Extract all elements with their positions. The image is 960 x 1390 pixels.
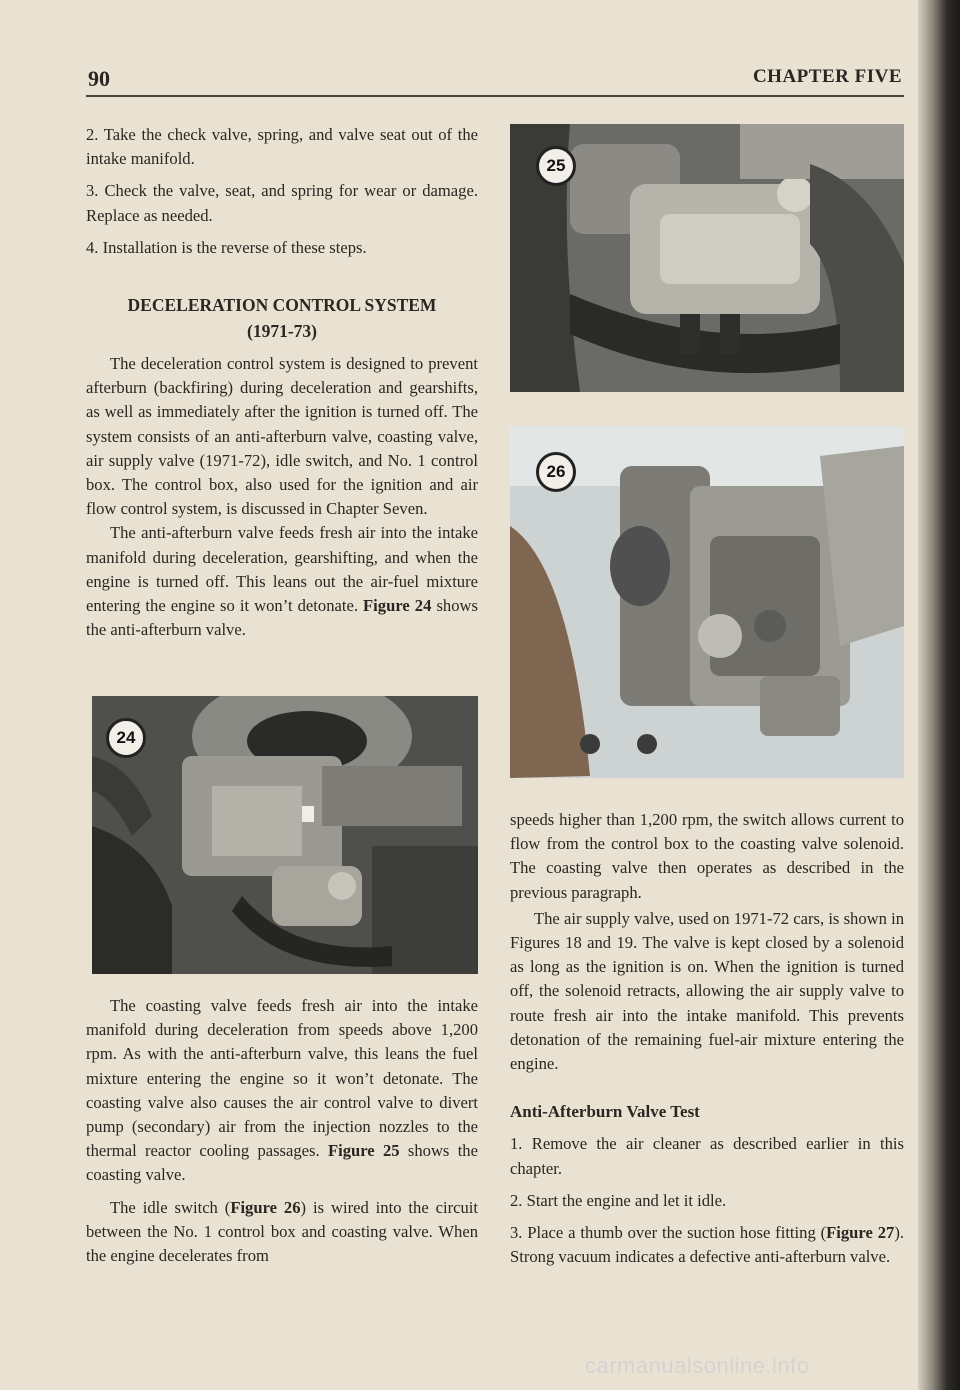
figure-25-badge: 25 xyxy=(536,146,576,186)
figure-24-photo xyxy=(92,696,478,974)
figure-26-photo xyxy=(510,426,904,778)
chapter-title: CHAPTER FIVE xyxy=(752,66,902,87)
anti-afterburn-test-heading: Anti-Afterburn Valve Test xyxy=(510,1102,700,1122)
header-divider xyxy=(86,95,904,97)
figure-26-reference: Figure 26 xyxy=(230,1197,301,1217)
figure-26-badge: 26 xyxy=(536,452,576,492)
figure-27-reference: Figure 27 xyxy=(826,1223,895,1243)
removal-step-3: 3. Check the valve, seat, and spring for wear or damage. Replace as needed. xyxy=(86,181,478,225)
section-title: DECELERATION CONTROL SYSTEM (1971-73) xyxy=(127,295,437,342)
idle-switch-continued: speeds higher than 1,200 rpm, the switch allows current to flow from the control box to the coasting valve solenoid. The coasting valve then operates as described in the previous paragraph. xyxy=(510,810,904,902)
book-binding-shadow xyxy=(918,0,960,1390)
intro-paragraph: The deceleration control system is designed to prevent afterburn (backfiring) during deceleration and gearshifts, as well as immediately after the ignition is turned off. The system consists of an anti-afterburn valve, coasting valve, air supply valve (1971-72), idle switch, and No. 1 control box. The control box, also used for the ignition and air flow control system, is discussed in Chapter Seven. xyxy=(86,354,478,519)
page-number: 90 xyxy=(88,66,110,91)
right-column xyxy=(510,808,904,1269)
engine-bay-illustration xyxy=(92,696,478,974)
coasting-valve-paragraph: The coasting valve feeds fresh air into the intake manifold during deceleration from speeds above 1,200 rpm. As with the anti-afterburn valve, this leans the fuel mixture entering the engine so it won’t detonate. The coasting valve also causes the air control valve to divert pump (secondary) air from the injection nozzles to the thermal reactor cooling passages. Figure 25 shows the coasting valve. xyxy=(86,996,478,1185)
left-column-bottom xyxy=(86,994,478,1268)
removal-step-2: 2. Take the check valve, spring, and valve seat out of the intake manifold. xyxy=(86,125,478,169)
figure-24-reference: Figure 24 xyxy=(363,596,432,616)
test-step-2: 2. Start the engine and let it idle. xyxy=(510,1190,727,1210)
test-step-3: 3. Place a thumb over the suction hose fitting (Figure 27). Strong vacuum indicates a defective anti-afterburn valve. xyxy=(510,1223,904,1267)
test-step-1: 1. Remove the air cleaner as described earlier in this chapter. xyxy=(510,1134,904,1178)
watermark: carmanualsonline.info xyxy=(585,1353,810,1378)
figure-25-reference: Figure 25 xyxy=(327,1141,400,1161)
figure-24-badge: 24 xyxy=(106,718,146,758)
anti-afterburn-paragraph: The anti-afterburn valve feeds fresh air into the intake manifold during deceleration, gearshifting, and when the engine is turned off. This leans out the air-fuel mixture entering the engine so it won’t detonate. Figure 24 shows the anti-afterburn valve. xyxy=(86,523,478,640)
removal-step-4: 4. Installation is the reverse of these steps. xyxy=(86,237,367,257)
left-column-top xyxy=(86,123,478,642)
figure-25-photo xyxy=(510,124,904,392)
air-supply-valve-paragraph: The air supply valve, used on 1971-72 cars, is shown in Figures 18 and 19. The valve is kept closed by a solenoid as long as the ignition is on. When the ignition is turned off, the solenoid retracts, allowing the air supply valve to route fresh air into the intake manifold. This prevents detonation of the remaining fuel-air mixture entering the engine. xyxy=(510,908,904,1074)
idle-switch-paragraph: The idle switch (Figure 26) is wired into the circuit between the No. 1 control box and coasting valve. When the engine decelerates from xyxy=(86,1197,478,1266)
